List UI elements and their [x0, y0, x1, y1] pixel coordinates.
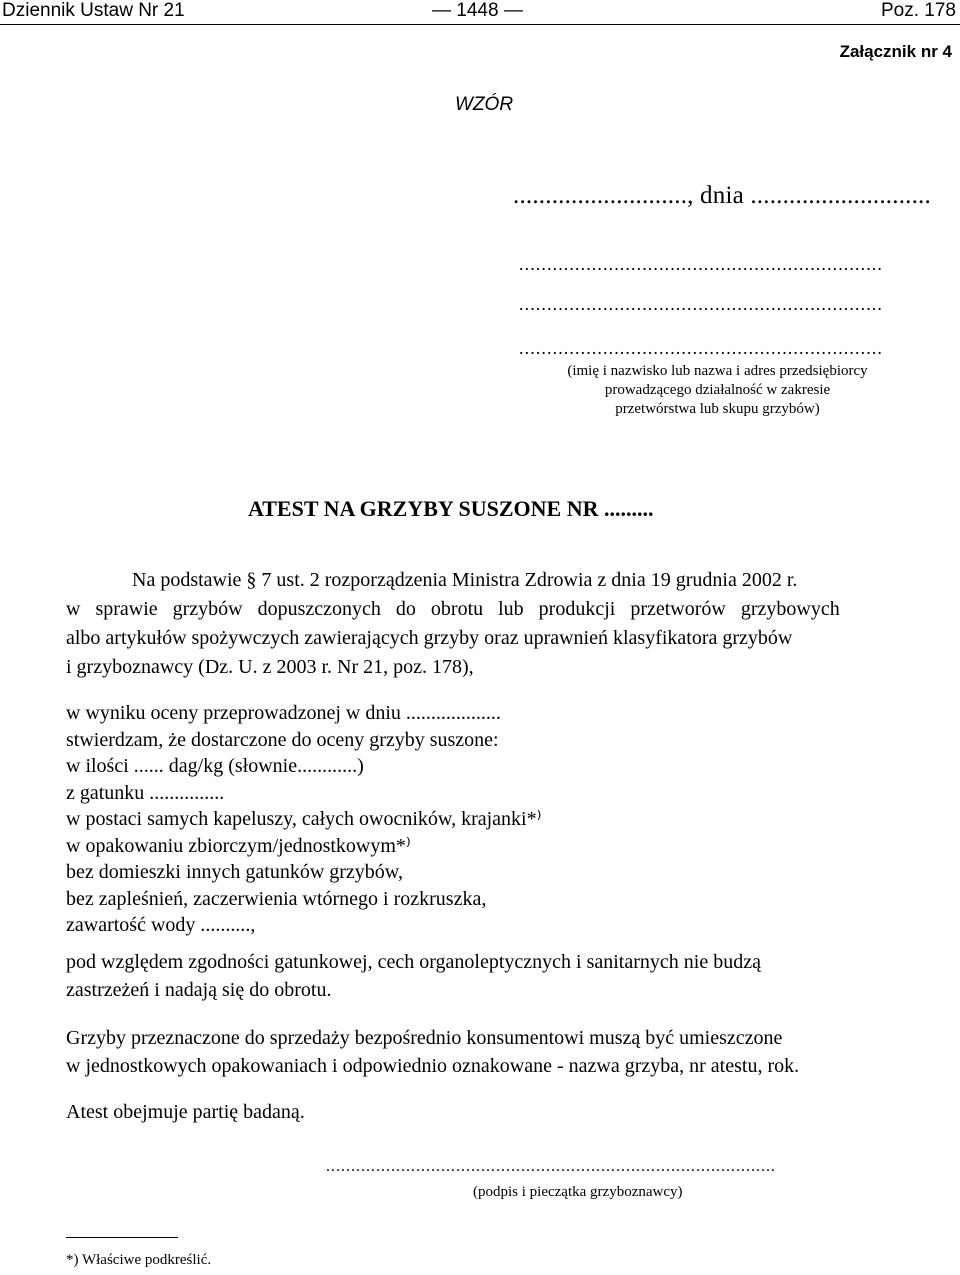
place-date-line: ..........................., dnia ............................ [513, 182, 931, 209]
template-label: WZÓR [455, 94, 514, 115]
footnote-mark: *) [66, 1252, 79, 1268]
assessment-line: w ilości ...... dag/kg (słownie............) [66, 755, 364, 777]
issuer-line-2: ................................................................. [519, 294, 883, 314]
signature-caption: (podpis i pieczątka grzyboznawcy) [473, 1184, 683, 1200]
assessment-line: w opakowaniu zbiorczym/jednostkowym*⁾ [66, 834, 411, 857]
certificate-title: ATEST NA GRZYBY SUSZONE NR ......... [248, 496, 654, 521]
conclusion-line: zastrzeżeń i nadają się do obrotu. [66, 979, 332, 1001]
conclusion-line: pod względem zgodności gatunkowej, cech organoleptycznych i sanitarnych nie budzą [66, 951, 761, 973]
annex-label: Załącznik nr 4 [839, 42, 952, 61]
issuer-caption-line: prowadzącego działalność w zakresie [604, 382, 831, 398]
assessment-line: stwierdzam, że dostarczone do oceny grzyby suszone: [66, 728, 499, 751]
legal-basis-line: albo artykułów spożywczych zawierających grzyby oraz uprawnień klasyfikatora grzybów [66, 627, 793, 649]
issuer-line-1: ................................................................. [519, 254, 883, 274]
issuer-caption-line: przetwórstwa lub skupu grzybów) [615, 401, 820, 417]
issuer-line-3: ................................................................. [519, 338, 883, 358]
journal-title: Dziennik Ustaw Nr 21 [2, 0, 185, 21]
signature-line: .......................................................................................... [326, 1158, 776, 1175]
packaging-line: Grzyby przeznaczone do sprzedaży bezpośrednio konsumentowi muszą być umieszczone [66, 1027, 783, 1049]
assessment-line: bez domieszki innych gatunków grzybów, [66, 861, 403, 883]
issuer-caption-line: (imię i nazwisko lub nazwa i adres przedsiębiorcy [567, 363, 868, 379]
assessment-line: w postaci samych kapeluszy, całych owocników, krajanki*⁾ [66, 808, 542, 830]
footnote-text: Właściwe podkreślić. [81, 1252, 212, 1268]
legal-basis-line: i grzyboznawcy (Dz. U. z 2003 r. Nr 21, poz. 178), [66, 656, 474, 678]
assessment-line: w wyniku oceny przeprowadzonej w dniu ................... [66, 702, 501, 724]
legal-basis-line: w sprawie grzybów dopuszczonych do obrotu lub produkcji przetworów grzybowych [66, 598, 840, 620]
packaging-line: w jednostkowych opakowaniach i odpowiednio oznakowane - nazwa grzyba, nr atestu, rok. [66, 1055, 800, 1077]
header-rule [0, 24, 960, 25]
packaging-paragraph [66, 1024, 799, 1080]
assessment-line: bez zapleśnień, zaczerwienia wtórnego i rozkruszka, [66, 887, 487, 910]
page-number: — 1448 — [432, 0, 523, 21]
footnote-rule [66, 1237, 178, 1238]
assessment-line: zawartość wody .........., [66, 914, 256, 936]
batch-note: Atest obejmuje partię badaną. [66, 1101, 305, 1123]
legal-basis-line: Na podstawie § 7 ust. 2 rozporządzenia Ministra Zdrowia z dnia 19 grudnia 2002 r. [132, 569, 798, 591]
position-number: Poz. 178 [881, 0, 956, 21]
assessment-list [66, 700, 542, 939]
footnote [66, 1252, 211, 1269]
conclusion-paragraph [66, 948, 761, 1004]
legal-basis-paragraph [66, 566, 840, 682]
assessment-line: z gatunku ............... [66, 781, 225, 804]
issuer-caption [505, 362, 930, 419]
page-header [0, 0, 960, 24]
